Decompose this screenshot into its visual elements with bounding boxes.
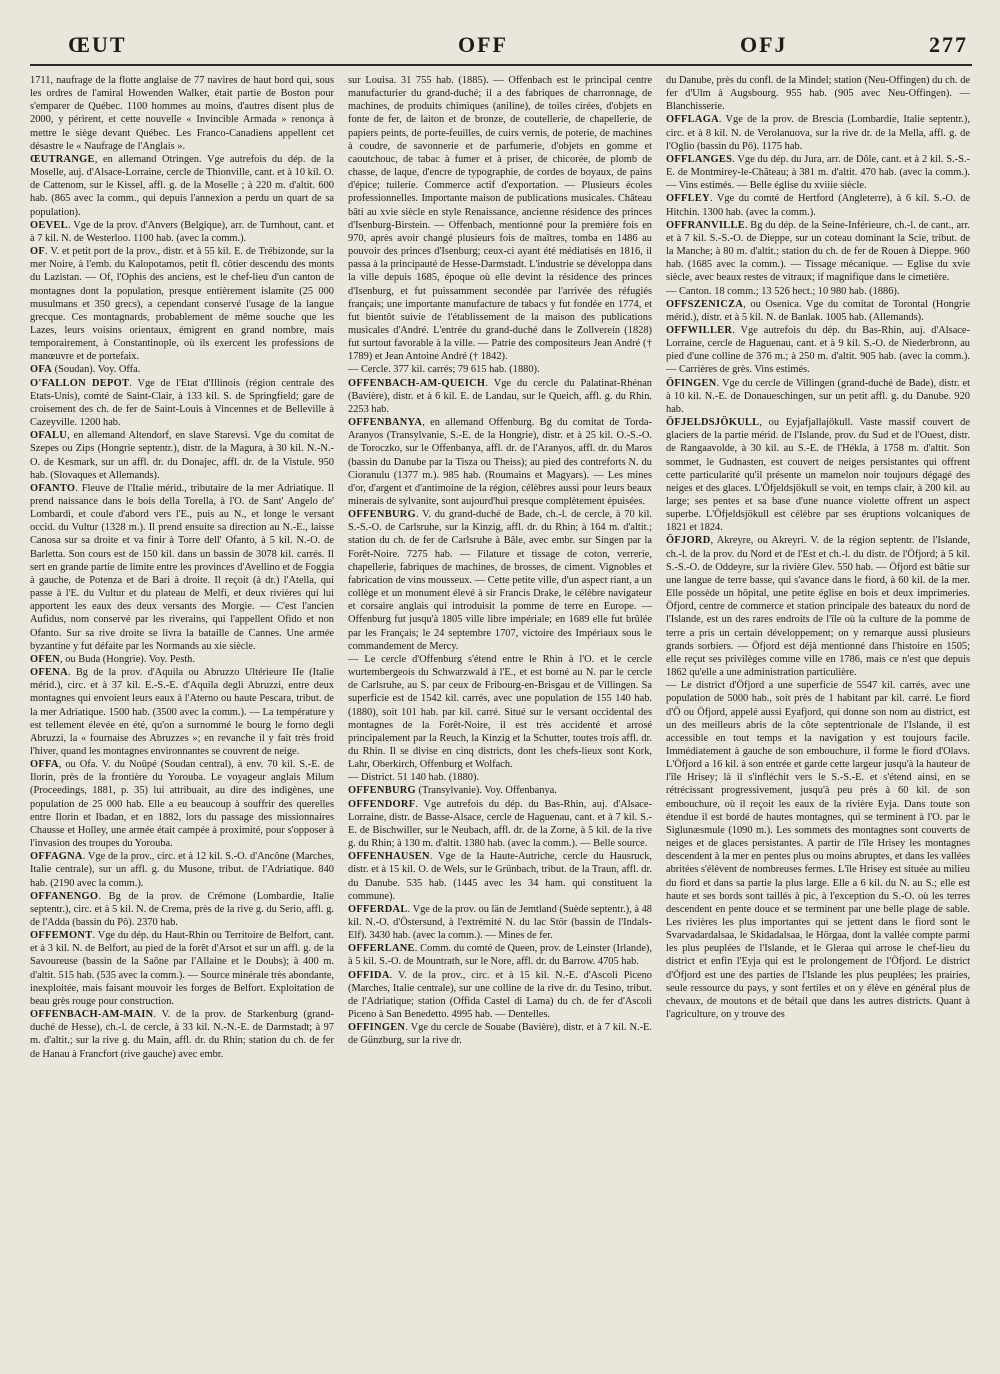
entry-headword: ÖFINGEN	[666, 377, 717, 389]
text-columns	[30, 74, 972, 1061]
entry-text: . V. de la prov., circ. et à 15 kil. N.-E. d'Ascoli Piceno (Marches, Italie centrale), sur une colline de la rive dr. du Tesino, tribut. de l'Adriatique; station (Offida Castel di Lama) du ch. de fer d'Ascoli Piceno à San Benedetto. 4995 hab. — Dentelles.	[348, 969, 652, 1021]
entry-text: , ou Eyjafjallajökull. Vaste massif couvert de glaciers de la partie mérid. de l'Islande, prov. du Sud et de l'Ouest, distr. de Rangaavolde, à 30 kil. au S.-E. de l'Hékla, à 1758 m. d'altit. Son sommet, le Gudnasten, est couvert de neiges persistantes qui offrent cette particularité qu'il présente un mamelon noir toujours dégagé des neiges et des glaces. L'Öfjeldsjökull se voit, en temps clair, à 200 kil. au large; ses pentes et sa base d'une nuance violette offrent un aspect superbe. L'Öfjeldsjökull est célèbre par ses éruptions volcaniques de 1821 et 1824.	[666, 417, 970, 534]
entry-headword: OFFENBANYA	[348, 417, 423, 429]
dictionary-entry	[348, 969, 652, 1022]
dictionary-entry	[348, 377, 652, 416]
entry-text: . Comm. du comté de Queen, prov. de Leinster (Irlande), à 5 kil. S.-O. de Mountrath, sur le Nore, affl. dr. du Barrow. 4705 hab.	[348, 943, 652, 968]
entry-headword: OFFENBURG	[348, 509, 416, 521]
text-column-middle	[348, 74, 652, 1061]
entry-headword: OFALU	[30, 430, 68, 442]
dictionary-entry	[348, 798, 652, 851]
entry-headword: OFFSZENICZA	[666, 298, 744, 310]
dictionary-entry	[666, 153, 970, 192]
entry-headword: OFFENHAUSEN	[348, 851, 430, 863]
dictionary-entry	[666, 298, 970, 324]
entry-headword: O'FALLON DEPOT	[30, 377, 130, 389]
entry-headword: ÖFJELDSJÖKULL	[666, 417, 760, 429]
entry-text: . Vge de la prov. de Brescia (Lombardie, Italie septentr.), circ. et à 8 kil. N. de Verolanuova, sur la rive dr. de la Mella, affl. g. de l'Oglio (bassin du Pô). 1175 hab.	[666, 114, 970, 152]
entry-text: — Le district d'Öfjord a une superficie de 5547 kil. carrés, avec une population de 5000 hab., soit près de 1 habitant par kil. carré. Le fiord d'Ö ou Öfjord, appelé aussi Eyafjord, qui donne son nom au district, est un des meilleurs abris de la côte septentrionale de l'Islande, il est accessible en tout temps et la navigation y est toujours facile. Immédiatement à gauche de son embouchure, il forme le fiord d'Olavs. L'Öfjord a 16 kil. à son entrée et garde cette largeur jusqu'à la hauteur de l'île Hrisey; là il s'infléchit vers le S.-S.-E. et s'étend ainsi, en se rétrécissant progressivement, jusqu'à peu près à 60 kil. de son embouchure, où il reçoit les eaux de la rivière Eyja. Dans toute son étendue il est bordé de hautes montagnes, qui se terminent à l'O. par le Siglunæsmule (1090 m.). Les sommets des montagnes sont couverts de neiges et de glaces persistantes. A partir de l'île Hrisey les montagnes descendent à la mer en pentes plus ou moins abruptes, et dans les vallées abritées s'élèvent de nombreuses fermes. L'île Hrisey est située au milieu du fiord et dans sa partie la plus large. Elle a 6 kil. du N. au S.; elle est haute et ses bords sont taillés à pic, à l'exception du S.-O. où les terres descendent en pente douce et se terminent par une belle plage de sable. Les rivières les plus importantes qui se jettent dans le fiord sont le Svarvadardalsaa, le Skidadalsaa, le Hörgaa, dont la vallée compte parmi les plus peuplées de l'Islande, et le Gleraa qui arrose le chef-lieu du district et enfin l'Eyja qui est le prolongement de l'Öfjord. Le district d'Öfjord est une des parties de l'Islande les plus peuplées; les prairies, seule ressource du pays, y sont fertiles et on y élève en général plus de chevaux, de moutons et de bétail que dans les autres districts. Quant à l'agriculture, on y trouve des	[666, 680, 970, 1021]
dictionary-entry	[666, 219, 970, 285]
dictionary-entry	[348, 942, 652, 968]
dictionary-entry	[348, 903, 652, 942]
entry-headword: OFFWILLER	[666, 324, 733, 336]
entry-text: . Vge autrefois du dép. du Bas-Rhin, auj. d'Alsace-Lorraine, cercle de Haguenau, cant. et à 9 kil. S.-O. de Niederbronn, au pied d'une colline de 376 m.; à 250 m. d'altit. 905 hab. (avec la comm.). — Carrières de grès. Vins estimés.	[666, 324, 970, 376]
entry-headword: OFFERDAL	[348, 903, 408, 915]
entry-headword: OEVEL	[30, 219, 68, 231]
dictionary-entry	[348, 784, 652, 797]
entry-headword: OFFIDA	[348, 969, 390, 981]
entry-text: . Bg de la prov. de Crémone (Lombardie, Italie septentr.), circ. et à 5 kil. N. de Crema, près de la rive g. du Serio, affl. g. de l'Adda (bassin du Pô). 2370 hab.	[30, 890, 334, 928]
entry-headword: OF	[30, 246, 46, 258]
entry-headword: OFEN	[30, 653, 61, 665]
dictionary-entry	[666, 534, 970, 679]
entry-headword: OFENA	[30, 667, 68, 679]
entry-text: . Vge de l'Etat d'Illinois (région centrale des Etats-Unis), comté de Saint-Clair, à 133 kil. S. de Springfield; gare de croisement des ch. de fer de Saint-Louis à Vincennes et de Belleville à Cazeyville. 1200 hab.	[30, 377, 334, 429]
dictionary-entry	[666, 74, 970, 113]
entry-text: . Vge de la prov. ou län de Jemtland (Suède septentr.), à 48 kil. N.-O. d'Östersund, à l'extrémité N. du lac Stör (bassin de l'Indals-Elf). 3430 hab. (avec la comm.). — Mines de fer.	[348, 903, 652, 942]
entry-headword: OFFLANGES	[666, 153, 733, 165]
entry-headword: OFFRANVILLE	[666, 219, 745, 231]
entry-text: . V. du grand-duché de Bade, ch.-l. de cercle, à 70 kil. S.-S.-O. de Carlsruhe, sur la Kinzig, affl. dr. du Rhin; à 164 m. d'altit.; station du ch. de fer de Carlsruhe à Bâle, avec embr. sur Singen par la Forêt-Noire. 7275 hab. — Filature et tissage de coton, verrerie, chapellerie, fabriques de machines, de brosses, de ciment. Vignobles et fabrication de vins mousseux. — Cette petite ville, d'un aspect riant, a un collège et un monument élevé à sir Francis Drake, le célèbre navigateur et corsaire anglais qui introduisit la pomme de terre en Europe. — Offenburg fut jusqu'à 1805 ville libre impériale; en 1689 elle fut brûlée par les Français; le 24 septembre 1707, victoire des Impériaux sous le commandement de Mercy.	[348, 509, 652, 652]
dictionary-entry	[30, 153, 334, 219]
entry-text: . V. de la prov. de Starkenburg (grand-duché de Hesse), ch.-l. de cercle, à 33 kil. N.-N.-E. de Darmstadt; à 97 m. d'altit.; sur la rive g. du Main, affl. dr. du Rhin; station du ch. de fer de Hanau à Francfort (rive gauche) avec embr.	[30, 1009, 334, 1060]
entry-headword: OFFENBACH-AM-MAIN	[30, 1009, 154, 1021]
entry-text: . Vge du dép. du Jura, arr. de Dôle, cant. et à 2 kil. S.-S.-E. de Montmirey-le-Château; à 381 m. d'altit. 470 hab. (avec la comm.). — Vins estimés. — Belle église du xviiie siècle.	[666, 153, 970, 192]
dictionary-entry	[348, 74, 652, 363]
page-header	[30, 32, 972, 66]
dictionary-entry	[30, 245, 334, 363]
dictionary-entry	[666, 113, 970, 152]
dictionary-entry	[348, 771, 652, 784]
entry-headword: OFFLEY	[666, 193, 710, 205]
entry-text: . V. et petit port de la prov., distr. et à 55 kil. E. de Trébizonde, sur la mer Noire, à l'emb. du Kalopotamos, petit fl. côtier descendu des monts du Lazistan. — Of, l'Ophis des anciens, est le chef-lieu d'un canton de montagnes dont la population, presque entièrement islamite (25 000 musulmans et 350 grecs), a cependant conservé l'usage de la langue grecque. Ces montagnards, probablement de même souche que les Lazes, leurs voisins orientaux, émigrent en grand nombre, mais temporairement, à Constantinople, où ils exercent les professions de manœuvre et de portefaix.	[30, 246, 334, 363]
text-column-right	[666, 74, 970, 1061]
entry-text: , Akreyre, ou Akreyri. V. de la région septentr. de l'Islande, ch.-l. de la prov. du Nord et de l'Est et ch.-l. du distr. de l'Öfjord; à 5 kil. S.-S.-O. de Oddeyre, sur la rivière Glev. 550 hab. — Öfjord est bâtie sur une langue de terre basse, qui s'avance dans le fiord, à 60 kil. de la mer. Elle possède un hôpital, une petite église en bois et deux imprimeries. Öfjord, centre de commerce et station principale des bateaux du nord de l'Islande, est un des rares endroits de l'île où la culture de la pomme de terre a pris un certain développement; on y remarque aussi plusieurs grands sorbiers. — Öfjord est déjà mentionné dans l'histoire en 1505; elle reçut ses privilèges comme ville en 1786, mais ce n'est que depuis 1862 qu'elle a une administration particulière.	[666, 535, 970, 679]
dictionary-entry	[30, 850, 334, 889]
entry-text: — Cercle. 377 kil. carrés; 79 615 hab. (1880).	[348, 364, 540, 376]
dictionary-entry	[30, 653, 334, 666]
entry-headword: ŒUTRANGE	[30, 153, 95, 165]
dictionary-entry	[666, 324, 970, 377]
entry-headword: OFFINGEN	[348, 1022, 406, 1034]
text-column-left	[30, 74, 334, 1061]
entry-text: , en allemand Offenburg. Bg du comitat de Torda-Aranyos (Transylvanie, S.-E. de la Hongrie), distr. et à 25 kil. O.-S.-O. de Toroczko, sur le Offenbanya, affl. dr. de l'Aranyos, affl. dr. du Maros (bassin du Danube par la Tisza ou Theiss); au pied des contreforts N. du Cioranulu (1377 m.). 985 hab. (Roumains et Magyars). — Les mines d'or, d'argent et d'antimoine de la région, célèbres aussi pour leurs beaux minerais de sylvanite, sont aujourd'hui presque complètement épuisées.	[348, 417, 652, 507]
entry-text: . Vge du cercle de Souabe (Bavière), distr. et à 7 kil. N.-E. de Günzburg, sur la rive dr.	[348, 1022, 652, 1047]
entry-headword: OFA	[30, 364, 53, 376]
dictionary-entry	[30, 758, 334, 850]
dictionary-entry	[348, 416, 652, 508]
entry-text: . Vge du cercle du Palatinat-Rhénan (Bavière), distr. et à 6 kil. E. de Landau, sur le Queich, affl. g. du Rhin. 2253 hab.	[348, 377, 652, 415]
dictionary-entry	[30, 429, 334, 482]
entry-headword: OFFA	[30, 759, 59, 771]
dictionary-entry	[30, 377, 334, 430]
dictionary-entry	[30, 929, 334, 1008]
dictionary-entry	[348, 850, 652, 903]
dictionary-entry	[666, 285, 970, 298]
header-center-guideword: OFF	[458, 32, 508, 57]
entry-headword: ÖFJORD	[666, 535, 711, 547]
dictionary-entry	[666, 679, 970, 1021]
entry-text: . Bg de la prov. d'Aquila ou Abruzzo Ultérieure IIe (Italie mérid.), circ. et à 37 kil. E.-S.-E. d'Aquila degli Abruzzi, entre deux montagnes qui envoient leurs eaux à l'Aterno ou haute Pescara, tribut. de la mer Adriatique. 1500 hab. (3500 avec la comm.). — La température y est tellement élevée en été, qu'on a surnommé le bourg le forno degli Abruzzi, la « fournaise des Abruzzes »; en revanche il y fait très froid l'hiver, quand les montagnes environnantes se couvrent de neige.	[30, 667, 334, 757]
entry-text: , en allemand Otringen. Vge autrefois du dép. de la Moselle, auj. d'Alsace-Lorraine, cercle de Thionville, cant. et à 10 kil. O. de Cattenom, sur le Kissel, affl. g. de la Moselle ; à 220 m. d'altit. 600 hab. (865 avec la comm., qui depuis l'annexion a perdu un quart de sa population).	[30, 153, 334, 218]
entry-text: . Fleuve de l'Italie mérid., tributaire de la mer Adriatique. Il prend naissance dans le bois della Torella, à l'O. de Sant' Angelo de' Lombardi, et coule d'abord vers l'E., puis au N., et longe le versant occid. du Vultur (1328 m.). Il prend ensuite sa direction au N.-E., laisse Canosa sur sa droite et va finir à Torre dell' Ofanto, à 5 kil. N.-O. de Barletta. Son cours est de 150 kil. dans un bassin de 3078 kil. carrés. Il sert en grande partie de limite entre les provinces d'Avellino et de Foggia à gauche, de Potenza et de Bari à droite. Il reçoit (à dr.) l'Atella, qui passe à l'E. du Vultur et du plateau de Melfi, et deux rivières qui lui apportent les eaux des deux versants des Morgie. — C'est l'ancien Aufidus, nom conservé par les riverains, qui l'appellent Ofido et non Ofanto. Sur sa rive droite se livra la bataille de Cannes. Une armée byzantine y fut défaite par les Normands au xie siècle.	[30, 482, 334, 652]
dictionary-entry	[30, 363, 334, 376]
dictionary-entry	[30, 890, 334, 929]
entry-text: sur Louisa. 31 755 hab. (1885). — Offenbach est le principal centre manufacturier du grand-duché; il a des fabriques de charronnage, de machines, de produits chimiques (aniline), de toiles cirées, d'objets en fonte de fer, de laiton et de bronze, de coutellerie, de chapellerie, de papiers peints, de porte-feuilles, de cuirs vernis, de poterie, de machines à coudre, de savonnerie et de parfumerie, d'objets en gomme et caoutchouc, de tabac à fumer et à priser, de chicorée, de plomb de chasse, de laque, d'encre de typographie, de cordes de boyaux, de pains d'épice; tuilerie. Commerce actif d'exportation. — Plusieurs écoles professionnelles. Importante maison de publications musicales. Château bâti au xvie siècle en style Renaissance, ancienne résidence des princes d'Isenburg-Birstein. — Offenbach, mentionné pour la première fois en 970, après avoir changé plusieurs fois de maîtres, tomba en 1486 au pouvoir des princes d'Isenburg; ceux-ci ayant été médiatisés en 1816, il passa à la principauté de Hesse-Darmstadt. L'industrie se développa dans la ville depuis 1685, époque où elle devint la résidence des princes d'Isenburg, et fut puissamment secondée par l'arrivée des réfugiés français; une importante manufacture de tabacs y fut fondée en 1774, et fut bientôt suivie de l'établissement de la maison des publications musicales d'André. L'entrée du grand-duché dans le Zollverein (1828) fut surtout favorable à la ville. — Patrie des compositeurs Jean André († 1789) et Jean Antoine André († 1842).	[348, 75, 652, 363]
entry-text: . Vge de la prov. d'Anvers (Belgique), arr. de Turnhout, cant. et à 7 kil. N. de Westerloo. 1100 hab. (avec la comm.).	[30, 219, 334, 244]
entry-text: , ou Ofa. V. du Noûpé (Soudan central), à env. 70 kil. S.-E. de Ilorin, près de la frontière du Yorouba. Le voyageur anglais Milum (Proceedings, 1881, p. 35) lui attribuait, au dire des indigènes, une population de 25 000 hab. Elle a eu beaucoup à souffrir des querelles entre Ilorin et Ibadan, et en 1882, lors du passage des missionnaires Chausse et Holley, une armée était campée à proximité, pour s'opposer à l'invasion des troupes du Yorouba.	[30, 759, 334, 850]
entry-text: . Vge du cercle de Villingen (grand-duché de Bade), distr. et à 10 kil. N.-E. de Donaueschingen, sur un petit affl. g. du Danube. 920 hab.	[666, 377, 970, 415]
entry-headword: OFFENBACH-AM-QUEICH	[348, 377, 486, 389]
entry-text: (Transylvanie). Voy. Offenbanya.	[415, 785, 557, 797]
dictionary-entry	[30, 1008, 334, 1061]
entry-text: , en allemand Altendorf, en slave Starevsi. Vge du comitat de Szepes ou Zips (Hongrie septentr.), distr. de la Magura, à 30 kil. N.-N.-O. de Kesmark, sur un affl. dr. du Donajec, affl. dr. de la Vistule. 950 hab. (Slovaques et Allemands).	[30, 430, 334, 481]
entry-text: . Vge de la prov., circ. et à 12 kil. S.-O. d'Ancône (Marches, Italie centrale), sur un affl. g. du Musone, tribut. de l'Adriatique. 840 hab. (2190 avec la comm.).	[30, 851, 334, 889]
entry-text: . Bg du dép. de la Seine-Inférieure, ch.-l. de cant., arr. et à 7 kil. S.-S.-O. de Dieppe, sur un coteau dominant la Scie, tribut. de la Manche; à 80 m. d'altit.; station du ch. de fer de Rouen à Dieppe. 960 hab. (1685 avec la comm.). — Tissage mécanique. — Eglise du xvie siècle, avec beaux restes de vitraux; if magnifique dans le cimetière.	[666, 219, 970, 284]
entry-text: . Vge de la Haute-Autriche, cercle du Hausruck, distr. et à 15 kil. O. de Wels, sur le Grünbach, tribut. de la Traun, affl. dr. du Danube. 535 hab. (1445 avec les 34 ham. qui constituent la commune).	[348, 851, 652, 902]
entry-text: . Vge du comté de Hertford (Angleterre), à 6 kil. S.-O. de Hitchin. 1300 hab. (avec la comm.).	[666, 193, 970, 218]
dictionary-entry	[666, 377, 970, 416]
entry-text: . Vge autrefois du dép. du Bas-Rhin, auj. d'Alsace-Lorraine, distr. de Basse-Alsace, cercle de Haguenau, cant. et à 7 kil. S.-E. de Bischwiller, sur le Neubach, affl. dr. de la Zorne, à 5 kil. de la rive g. du Rhin; à 130 m. d'altit. 1380 hab. (avec la comm.). — Belle source.	[348, 798, 652, 850]
entry-headword: OFFANENGO	[30, 890, 99, 902]
entry-headword: OFFERLANE	[348, 943, 415, 955]
entry-text: . Vge du dép. du Haut-Rhin ou Territoire de Belfort, cant. et à 3 kil. N. de Belfort, au pied de la forêt d'Arsot et sur un affl. g. de la Savoureuse (bassin de la Saône par l'Allaine et le Doubs); à 400 m. d'altit. 515 hab. (535 avec la comm.). — Source minérale très abondante, inexploitée, mais faisant mouvoir les forges de Belfort. Exploitation de beau grès rouge pour construction.	[30, 930, 334, 1007]
entry-headword: OFFAGNA	[30, 851, 83, 863]
dictionary-entry	[348, 1021, 652, 1047]
entry-headword: OFFENDORF	[348, 798, 416, 810]
entry-text: — Le cercle d'Offenburg s'étend entre le Rhin à l'O. et le cercle wurtembergeois du Schwarzwald à l'E., et est borné au N. par le cercle de Carlsruhe, au S. par ceux de Fribourg-en-Brisgau et de Villingen. Sa superficie est de 1542 kil. carrés, avec une population de 155 140 hab. (1880), soit 101 hab. par kil. carré. Situé sur le versant occidental des montagnes de la Forêt-Noire, il est très accidenté et arrosé principalement par la Reuch, la Kinzig et la Schutter, toutes trois affl. dr. du Rhin. Il se divise en cinq districts, dont les chefs-lieux sont Kork, Lahr, Oberkirch, Offenburg et Wolfach.	[348, 653, 652, 771]
entry-text: 1711, naufrage de la flotte anglaise de 77 navires de haut bord qui, sous les ordres de l'amiral Howenden Walker, était partie de Boston pour s'emparer de Québec. 1100 hommes au moins, d'autres disent plus de 2000, y périrent, et cette nouvelle « Invincible Armada » renonça à mettre le siège devant Québec. Les Franco-Canadiens appellent cet désastre le « Naufrage de l'Anglais ».	[30, 75, 334, 152]
header-left-guideword: ŒUT	[68, 32, 127, 57]
dictionary-entry	[348, 508, 652, 653]
dictionary-entry	[30, 482, 334, 653]
dictionary-entry	[348, 653, 652, 771]
entry-headword: OFANTO	[30, 482, 76, 494]
entry-text: du Danube, près du confl. de la Mindel; station (Neu-Offingen) du ch. de fer d'Ulm à Augsbourg. 955 hab. (905 avec Neu-Offingen). — Blanchisserie.	[666, 75, 970, 113]
page-number: 277	[929, 32, 968, 57]
dictionary-entry	[30, 666, 334, 758]
header-right-guideword: OFJ	[740, 32, 788, 57]
dictionary-entry	[30, 219, 334, 245]
entry-text: — Canton. 18 comm.; 13 526 hect.; 10 980 hab. (1886).	[666, 285, 900, 297]
entry-headword: OFFLAGA	[666, 114, 719, 126]
dictionary-entry	[30, 74, 334, 153]
entry-text: (Soudan). Voy. Offa.	[52, 364, 141, 376]
dictionary-entry	[666, 192, 970, 218]
entry-text: , ou Osenica. Vge du comitat de Torontal (Hongrie mérid.), distr. et à 5 kil. N. de Banlak. 1005 hab. (Allemands).	[666, 298, 970, 323]
entry-headword: OFFENBURG	[348, 785, 416, 797]
entry-text: , ou Buda (Hongrie). Voy. Pesth.	[60, 653, 195, 665]
dictionary-entry	[666, 416, 970, 534]
entry-headword: OFFEMONT	[30, 930, 93, 942]
dictionary-entry	[348, 363, 652, 376]
entry-text: — District. 51 140 hab. (1880).	[348, 772, 480, 784]
